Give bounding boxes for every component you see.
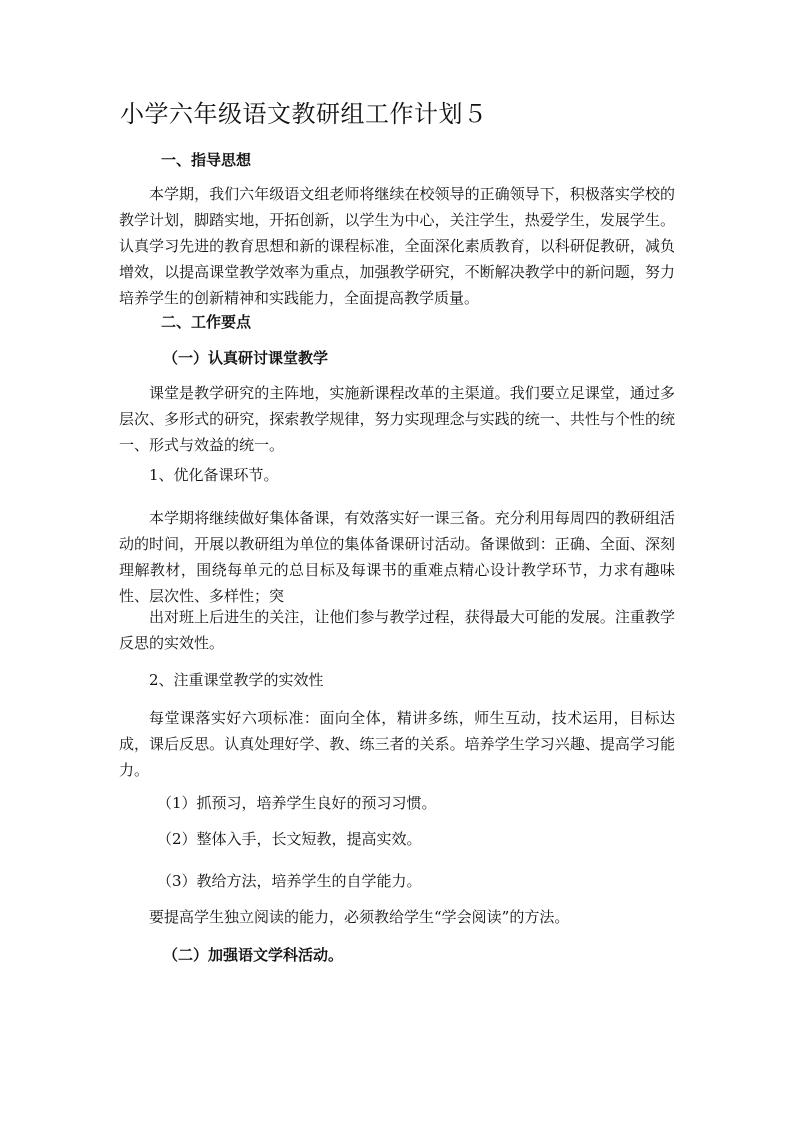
section-heading-guiding-thought: 一、指导思想 (161, 151, 252, 169)
subsection-heading-classroom-teaching: （一）认真研讨课堂教学 (163, 349, 329, 367)
subsection-heading-subject-activities: （二）加强语文学科活动。 (163, 946, 344, 964)
item-heading-lesson-prep: 1、优化备课环节。 (149, 466, 279, 484)
paragraph-lesson-prep-continued: 出对班上后进生的关注，让他们参与教学过程，获得最大可能的发展。注重教学反思的实效性。 (119, 608, 675, 652)
paragraph-classroom-effectiveness: 每堂课落实好六项标准：面向全体，精讲多练，师生互动，技术运用，目标达成，课后反思。认真处理好学、教、练三者的关系。培养学生学习兴趣、提高学习能力。 (119, 709, 675, 779)
paragraph-classroom-teaching: 课堂是教学研究的主阵地，实施新课程改革的主渠道。我们要立足课堂，通过多层次、多形式的研究，探索教学规律，努力实现理念与实践的统一、共性与个性的统一、形式与效益的统一。 (119, 384, 675, 454)
section-heading-work-points: 二、工作要点 (161, 313, 252, 331)
paragraph-lesson-prep: 本学期将继续做好集体备课，有效落实好一课三备。充分利用每周四的教研组活动的时间，开展以教研组为单位的集体备课研讨活动。备课做到：正确、全面、深刻理解教材，围绕每单元的总目标及每课书的重难点精心设计教学环节，力求有趣味性、层次性、多样性；突 (119, 509, 675, 605)
list-item-preview: （1）抓预习，培养学生良好的预习习惯。 (157, 794, 437, 812)
paragraph-guiding-thought: 本学期，我们六年级语文组老师将继续在校领导的正确领导下，积极落实学校的教学计划，脚踏实地，开拓创新，以学生为中心，关注学生，热爱学生，发展学生。认真学习先进的教育思想和新的课程标准，全面深化素质教育，以科研促教研，减负增效，以提高课堂教学效率为重点，加强教学研究，不断解决教学中的新问题，努力培养学生的创新精神和实践能力，全面提高教学质量。 (119, 185, 675, 307)
paragraph-independent-reading: 要提高学生独立阅读的能力，必须教给学生“学会阅读”的方法。 (149, 908, 570, 926)
list-item-whole-approach: （2）整体入手，长文短教，提高实效。 (157, 830, 422, 848)
item-heading-classroom-effectiveness: 2、注重课堂教学的实效性 (149, 671, 324, 689)
list-item-teaching-methods: （3）教给方法，培养学生的自学能力。 (157, 872, 422, 890)
page-title: 小学六年级语文教研组工作计划５ (120, 100, 488, 128)
